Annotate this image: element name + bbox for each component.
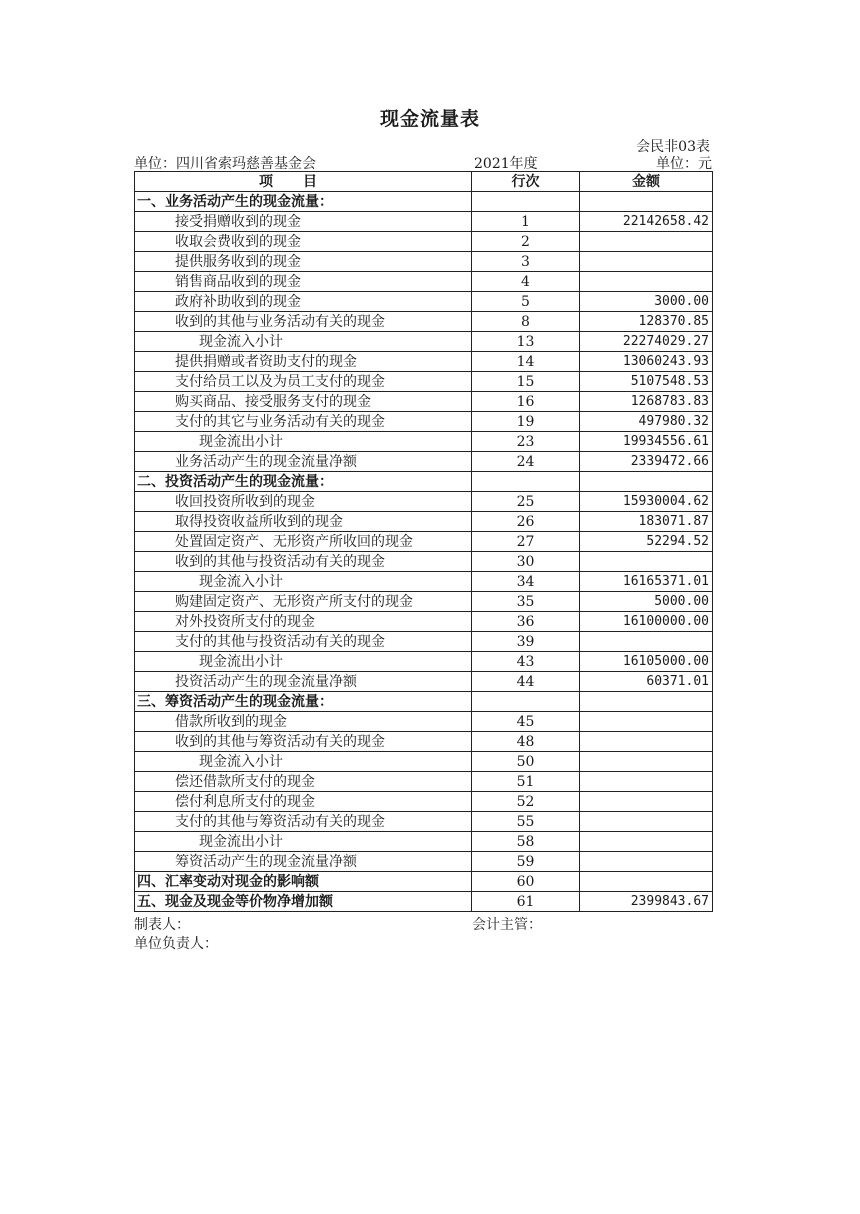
row-amount: 5000.00 xyxy=(580,592,713,612)
currency-unit: 单位：元 xyxy=(656,156,712,172)
form-number: 会民非03表 xyxy=(636,139,710,155)
row-amount: 13060243.93 xyxy=(580,352,713,372)
column-header-line: 行次 xyxy=(472,172,580,192)
row-line-number: 36 xyxy=(472,612,580,632)
table-row xyxy=(135,792,713,812)
table-row xyxy=(135,612,713,632)
table-row xyxy=(135,332,713,352)
table-row xyxy=(135,692,713,712)
table-row xyxy=(135,732,713,752)
row-amount xyxy=(580,852,713,872)
table-row xyxy=(135,232,713,252)
row-amount xyxy=(580,472,713,492)
row-line-number: 8 xyxy=(472,312,580,332)
row-item-name: 处置固定资产、无形资产所收回的现金 xyxy=(135,532,472,552)
row-line-number: 19 xyxy=(472,412,580,432)
row-item-name: 支付的其他与投资活动有关的现金 xyxy=(135,632,472,652)
row-amount xyxy=(580,872,713,892)
row-amount: 15930004.62 xyxy=(580,492,713,512)
row-amount xyxy=(580,632,713,652)
table-row xyxy=(135,852,713,872)
row-amount xyxy=(580,732,713,752)
table-row xyxy=(135,352,713,372)
row-item-name: 收回投资所收到的现金 xyxy=(135,492,472,512)
row-line-number: 3 xyxy=(472,252,580,272)
table-row xyxy=(135,872,713,892)
row-line-number: 52 xyxy=(472,792,580,812)
row-line-number: 60 xyxy=(472,872,580,892)
row-amount xyxy=(580,232,713,252)
table-row xyxy=(135,372,713,392)
row-line-number: 59 xyxy=(472,852,580,872)
row-amount xyxy=(580,272,713,292)
row-line-number: 26 xyxy=(472,512,580,532)
row-amount: 2399843.67 xyxy=(580,892,713,912)
table-row xyxy=(135,572,713,592)
table-header-row xyxy=(135,172,713,192)
cash-flow-table xyxy=(134,171,713,912)
table-body xyxy=(135,192,713,912)
table-row xyxy=(135,412,713,432)
row-line-number: 5 xyxy=(472,292,580,312)
row-amount xyxy=(580,832,713,852)
row-line-number: 61 xyxy=(472,892,580,912)
unit-line xyxy=(134,153,712,171)
unit-head-label: 单位负责人： xyxy=(134,936,218,952)
row-item-name: 二、投资活动产生的现金流量： xyxy=(135,472,472,492)
row-item-name: 偿还借款所支付的现金 xyxy=(135,772,472,792)
table-row xyxy=(135,192,713,212)
row-line-number: 14 xyxy=(472,352,580,372)
row-amount: 2339472.66 xyxy=(580,452,713,472)
table-row xyxy=(135,832,713,852)
table-row xyxy=(135,312,713,332)
table-row xyxy=(135,592,713,612)
row-amount xyxy=(580,692,713,712)
table-row xyxy=(135,512,713,532)
row-line-number: 1 xyxy=(472,212,580,232)
row-line-number: 35 xyxy=(472,592,580,612)
row-item-name: 五、现金及现金等价物净增加额 xyxy=(135,892,472,912)
row-item-name: 偿付利息所支付的现金 xyxy=(135,792,472,812)
row-line-number: 4 xyxy=(472,272,580,292)
table-row xyxy=(135,772,713,792)
row-amount xyxy=(580,552,713,572)
row-amount xyxy=(580,792,713,812)
row-item-name: 支付给员工以及为员工支付的现金 xyxy=(135,372,472,392)
row-item-name: 业务活动产生的现金流量净额 xyxy=(135,452,472,472)
row-amount: 497980.32 xyxy=(580,412,713,432)
row-item-name: 接受捐赠收到的现金 xyxy=(135,212,472,232)
row-line-number: 25 xyxy=(472,492,580,512)
row-item-name: 政府补助收到的现金 xyxy=(135,292,472,312)
row-item-name: 购建固定资产、无形资产所支付的现金 xyxy=(135,592,472,612)
row-line-number: 51 xyxy=(472,772,580,792)
table-row xyxy=(135,212,713,232)
row-item-name: 现金流入小计 xyxy=(135,752,472,772)
row-item-name: 现金流出小计 xyxy=(135,832,472,852)
preparer-label: 制表人： xyxy=(134,917,190,933)
row-amount xyxy=(580,752,713,772)
row-item-name: 提供服务收到的现金 xyxy=(135,252,472,272)
row-item-name: 一、业务活动产生的现金流量： xyxy=(135,192,472,212)
column-header-amount: 金额 xyxy=(580,172,713,192)
row-item-name: 现金流出小计 xyxy=(135,652,472,672)
row-amount xyxy=(580,192,713,212)
row-item-name: 收到的其他与业务活动有关的现金 xyxy=(135,312,472,332)
row-line-number xyxy=(472,692,580,712)
row-line-number xyxy=(472,472,580,492)
row-line-number: 44 xyxy=(472,672,580,692)
row-line-number: 23 xyxy=(472,432,580,452)
table-row xyxy=(135,452,713,472)
row-item-name: 提供捐赠或者资助支付的现金 xyxy=(135,352,472,372)
row-amount: 3000.00 xyxy=(580,292,713,312)
table-row xyxy=(135,672,713,692)
row-line-number: 16 xyxy=(472,392,580,412)
row-amount xyxy=(580,772,713,792)
row-amount: 22274029.27 xyxy=(580,332,713,352)
row-line-number: 48 xyxy=(472,732,580,752)
row-item-name: 收到的其他与投资活动有关的现金 xyxy=(135,552,472,572)
table-row xyxy=(135,292,713,312)
page-title: 现金流量表 xyxy=(379,108,480,130)
row-line-number: 43 xyxy=(472,652,580,672)
fiscal-year: 2021年度 xyxy=(474,156,538,172)
row-line-number: 55 xyxy=(472,812,580,832)
row-amount: 16100000.00 xyxy=(580,612,713,632)
row-item-name: 现金流入小计 xyxy=(135,572,472,592)
row-amount: 22142658.42 xyxy=(580,212,713,232)
table-row xyxy=(135,712,713,732)
table-row xyxy=(135,252,713,272)
row-item-name: 三、筹资活动产生的现金流量： xyxy=(135,692,472,712)
row-item-name: 销售商品收到的现金 xyxy=(135,272,472,292)
row-amount: 16105000.00 xyxy=(580,652,713,672)
row-item-name: 现金流入小计 xyxy=(135,332,472,352)
row-amount: 19934556.61 xyxy=(580,432,713,452)
row-amount: 5107548.53 xyxy=(580,372,713,392)
row-amount xyxy=(580,252,713,272)
row-line-number: 13 xyxy=(472,332,580,352)
row-line-number: 27 xyxy=(472,532,580,552)
accountant-label: 会计主管： xyxy=(472,917,542,933)
table-row xyxy=(135,892,713,912)
row-amount: 52294.52 xyxy=(580,532,713,552)
table-row xyxy=(135,812,713,832)
row-amount: 128370.85 xyxy=(580,312,713,332)
table-row xyxy=(135,492,713,512)
row-item-name: 现金流出小计 xyxy=(135,432,472,452)
row-line-number: 15 xyxy=(472,372,580,392)
row-item-name: 取得投资收益所收到的现金 xyxy=(135,512,472,532)
row-amount: 60371.01 xyxy=(580,672,713,692)
column-header-item: 项目 xyxy=(135,172,472,192)
row-line-number xyxy=(472,192,580,212)
row-line-number: 39 xyxy=(472,632,580,652)
table-row xyxy=(135,752,713,772)
row-line-number: 24 xyxy=(472,452,580,472)
row-line-number: 34 xyxy=(472,572,580,592)
table-row xyxy=(135,632,713,652)
row-item-name: 收取会费收到的现金 xyxy=(135,232,472,252)
row-amount: 16165371.01 xyxy=(580,572,713,592)
row-line-number: 50 xyxy=(472,752,580,772)
row-item-name: 四、汇率变动对现金的影响额 xyxy=(135,872,472,892)
row-line-number: 2 xyxy=(472,232,580,252)
table-row xyxy=(135,472,713,492)
row-item-name: 收到的其他与筹资活动有关的现金 xyxy=(135,732,472,752)
row-item-name: 对外投资所支付的现金 xyxy=(135,612,472,632)
table-row xyxy=(135,272,713,292)
row-item-name: 支付的其它与业务活动有关的现金 xyxy=(135,412,472,432)
row-item-name: 筹资活动产生的现金流量净额 xyxy=(135,852,472,872)
row-item-name: 购买商品、接受服务支付的现金 xyxy=(135,392,472,412)
row-item-name: 投资活动产生的现金流量净额 xyxy=(135,672,472,692)
row-amount: 183071.87 xyxy=(580,512,713,532)
row-item-name: 借款所收到的现金 xyxy=(135,712,472,732)
row-line-number: 58 xyxy=(472,832,580,852)
organization-label: 单位：四川省索玛慈善基金会 xyxy=(134,156,316,172)
row-line-number: 30 xyxy=(472,552,580,572)
table-row xyxy=(135,652,713,672)
table-row xyxy=(135,392,713,412)
row-item-name: 支付的其他与筹资活动有关的现金 xyxy=(135,812,472,832)
row-amount xyxy=(580,812,713,832)
row-line-number: 45 xyxy=(472,712,580,732)
row-amount xyxy=(580,712,713,732)
row-amount: 1268783.83 xyxy=(580,392,713,412)
table-row xyxy=(135,552,713,572)
table-row xyxy=(135,532,713,552)
table-row xyxy=(135,432,713,452)
